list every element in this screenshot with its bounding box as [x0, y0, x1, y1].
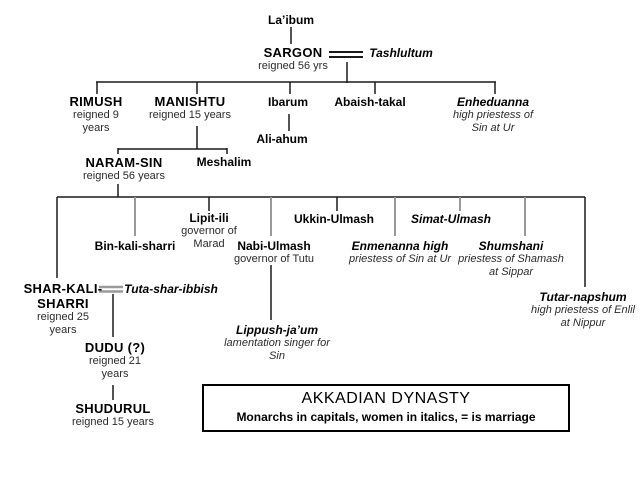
person-detail: reigned 9: [73, 109, 119, 121]
person-name: DUDU (?): [84, 340, 146, 355]
person-name: Shumshani: [478, 239, 544, 253]
person-name: Enmenanna high: [351, 239, 449, 253]
person-name: SHAR-KALI-: [23, 281, 103, 296]
person-detail: reigned 15 years: [149, 109, 231, 121]
person-name: Enheduanna: [456, 95, 530, 109]
legend-title: AKKADIAN DYNASTY: [301, 390, 471, 407]
person-name: Abaish-takal: [334, 95, 406, 109]
node-naram-sin: [83, 155, 165, 183]
node-nabi-ulmash: [234, 239, 314, 266]
person-name: Tuta-shar-ibbish: [124, 282, 218, 296]
person-name: Lipit-ili: [189, 211, 229, 225]
node-tashlultum: [369, 46, 433, 60]
person-detail: reigned 15 years: [72, 416, 154, 428]
node-shar-kali-sharri: [24, 281, 103, 337]
person-name: Simat-Ulmash: [410, 212, 492, 226]
person-detail: high priestess of: [452, 109, 534, 121]
person-detail: reigned 21: [88, 355, 141, 367]
person-name: Ali-ahum: [256, 132, 308, 146]
node-abaish-takal: [334, 95, 405, 109]
person-name: MANISHTU: [154, 94, 226, 109]
legend-subtitle: Monarchs in capitals, women in italics, = is marriage: [236, 410, 536, 424]
person-name: Meshalim: [196, 155, 252, 169]
person-detail: at Sippar: [488, 266, 534, 278]
person-name: Ukkin-Ulmash: [293, 212, 375, 226]
node-ibarum: [268, 95, 308, 109]
node-meshalim: [197, 155, 252, 169]
node-enheduanna: [453, 95, 533, 135]
marriage-equals-sharkali-tuta: [99, 287, 123, 292]
person-name: Tashlultum: [369, 46, 433, 60]
person-detail: Marad: [193, 238, 225, 250]
person-detail: at Nippur: [560, 317, 606, 329]
person-name: Tutar-napshum: [539, 290, 627, 304]
person-name: SHARRI: [37, 296, 89, 311]
person-detail: reigned 56 years: [83, 170, 165, 182]
node-shumshani: [458, 239, 564, 279]
node-ali-ahum: [256, 132, 307, 146]
person-detail: years: [101, 368, 129, 380]
person-detail: governor of: [181, 225, 237, 237]
node-ukkin-ulmash: [294, 212, 374, 226]
person-name: NARAM-SIN: [85, 155, 163, 170]
person-name: La’ibum: [267, 13, 315, 27]
person-detail: high priestess of Enlil: [531, 304, 635, 316]
person-detail: years: [82, 122, 110, 134]
person-name: SHUDURUL: [75, 401, 151, 416]
person-detail: reigned 56 yrs: [258, 60, 328, 72]
person-detail: priestess of Shamash: [458, 253, 564, 265]
person-detail: Sin at Ur: [471, 122, 515, 134]
node-tutar-napshum: [531, 290, 635, 330]
person-detail: Sin: [269, 350, 285, 362]
node-laibum: [268, 13, 314, 27]
person-detail: reigned 25: [36, 311, 89, 323]
node-bin-kali-sharri: [95, 239, 176, 253]
node-tuta-shar-ibbish: [124, 282, 218, 296]
node-rimush: [69, 94, 122, 135]
node-simat-ulmash: [411, 212, 491, 226]
person-name: Nabi-Ulmash: [237, 239, 311, 253]
person-name: RIMUSH: [69, 94, 123, 109]
node-dudu: [85, 340, 145, 381]
node-manishtu: [149, 94, 231, 122]
node-sargon: [258, 45, 328, 73]
node-lipit-ili: [181, 211, 237, 251]
person-name: SARGON: [263, 45, 323, 60]
person-detail: priestess of Sin at Ur: [348, 253, 452, 265]
node-enmenanna: [349, 239, 451, 266]
person-name: Bin-kali-sharri: [94, 239, 176, 253]
person-detail: governor of Tutu: [233, 253, 315, 265]
person-name: Lippush-ja’um: [236, 323, 318, 337]
node-lippush-jaum: [224, 323, 330, 363]
person-name: Ibarum: [267, 95, 309, 109]
legend-box: [202, 384, 570, 432]
node-shudurul: [72, 401, 154, 429]
person-detail: lamentation singer for: [224, 337, 330, 349]
marriage-equals-sargon-tashlultum: [329, 52, 363, 57]
person-detail: years: [49, 324, 77, 336]
